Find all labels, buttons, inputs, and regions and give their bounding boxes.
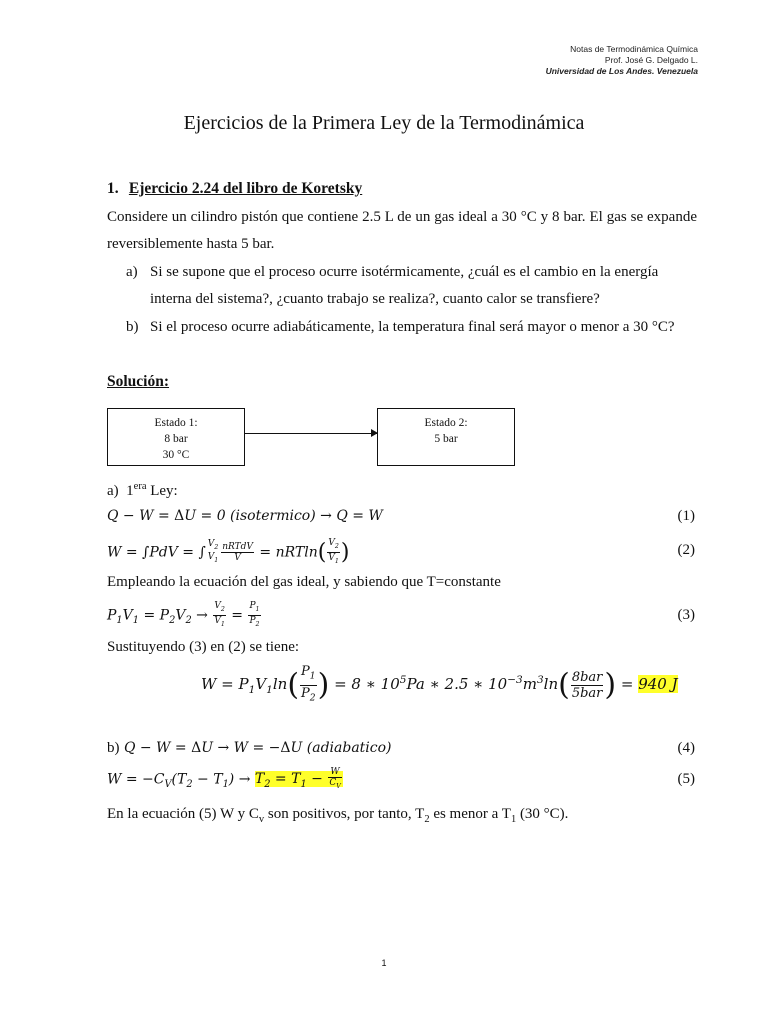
equation-4-number: (4) <box>677 740 695 756</box>
question-b-text: Si el proceso ocurre adiabáticamente, la temperatura final será mayor o menor a 30 °C? <box>150 319 675 335</box>
equation-work-result: $W = P_1V_1\ln$( $\frac{P_1}{P_2}$ ) = 8 ∗ $10^5Pa$ ∗ 2.5 ∗ $10^{-3}m^3\ln$( $\frac{\text{8bar}}{\text{5bar}}$ ) = 940 J <box>201 664 678 704</box>
state-2-title: Estado 2: <box>424 417 468 429</box>
part-a-heading <box>107 481 178 500</box>
ideal-gas-text: Empleando la ecuación del gas ideal, y sabiendo que T=constante <box>107 574 501 590</box>
conclusion-sub-1: 1 <box>510 814 517 825</box>
law-superscript: era <box>133 481 147 492</box>
question-b <box>126 314 696 341</box>
conclusion-sub-2: 2 <box>424 814 430 825</box>
question-b-label: b) <box>126 319 139 335</box>
state-1-box <box>107 408 245 466</box>
section-heading <box>107 180 362 198</box>
conclusion-part-2: son positivos, por tanto, T <box>264 806 425 822</box>
conclusion-part-4: (30 °C). <box>516 806 569 822</box>
question-a <box>126 259 696 313</box>
equation-1: Q − W = ΔU = 0 (isotermico) → Q = W (1) <box>107 508 695 524</box>
header-course: Notas de Termodinámica Química <box>570 44 698 54</box>
solution-heading: Solución: <box>107 373 170 390</box>
question-a-label: a) <box>126 264 138 280</box>
part-a-label: a) <box>107 483 119 499</box>
question-a-text: Si se supone que el proceso ocurre isotérmicamente, ¿cuál es el cambio en la energía interna del sistema?, ¿cuanto trabajo se realiza?, cuanto calor se transfiere? <box>150 264 659 307</box>
equation-2-number: (2) <box>677 542 695 558</box>
part-b-label: b) <box>107 740 120 756</box>
document-header <box>546 44 698 77</box>
equation-3-number: (3) <box>677 607 695 623</box>
problem-statement: Considere un cilindro pistón que contiene 2.5 L de un gas ideal a 30 °C y 8 bar. El gas se expande reversiblemente hasta 5 bar. <box>107 209 697 252</box>
header-professor: Prof. José G. Delgado L. <box>604 55 698 65</box>
substitution-text: Sustituyendo (3) en (2) se tiene: <box>107 639 300 655</box>
equation-5-number: (5) <box>677 771 695 787</box>
header-university: Universidad de Los Andes. Venezuela <box>545 66 698 76</box>
work-result: 940 J <box>638 675 678 694</box>
section-number: 1. <box>107 180 119 197</box>
conclusion-sub-v: v <box>258 814 265 825</box>
equation-3: $P_1V_1 = P_2V_2$ → $\frac{V_2}{V_1}$ = $\frac{P_1}{P_2}$ (3) <box>107 601 695 628</box>
conclusion-part-1: En la ecuación (5) W y C <box>107 806 259 822</box>
law-text: Ley: <box>150 483 178 499</box>
state-2-box <box>377 408 515 466</box>
state-1-pressure: 8 bar <box>164 433 188 445</box>
law-number: 1 <box>126 483 134 499</box>
process-arrow <box>245 433 377 434</box>
conclusion-part-3: es menor a T <box>429 806 511 822</box>
section-title: Ejercicio 2.24 del libro de Koretsky <box>128 180 363 197</box>
equation-5: $W = -C_V(T_2 - T_1) \to T_2 = T_1$ − $\frac{W}{C_V}$ (5) <box>107 767 695 791</box>
equation-1-number: (1) <box>677 508 695 524</box>
page-title: Ejercicios de la Primera Ley de la Termodinámica <box>183 112 585 134</box>
page-number: 1 <box>381 958 387 968</box>
state-1-temperature: 30 °C <box>162 449 190 461</box>
equation-2: W = ∫PdV = ∫ $V_2$ $V_1$ $\frac{\text{nRTdV}}{V}$ = nRTln( $\frac{V_2}{V_1}$ ) (2) <box>107 538 695 565</box>
equation-4: b) Q − W = ΔU → W = −ΔU (adiabatico) (4) <box>107 740 695 756</box>
state-1-title: Estado 1: <box>154 417 198 429</box>
state-2-pressure: 5 bar <box>434 433 458 445</box>
conclusion-text <box>107 806 568 825</box>
